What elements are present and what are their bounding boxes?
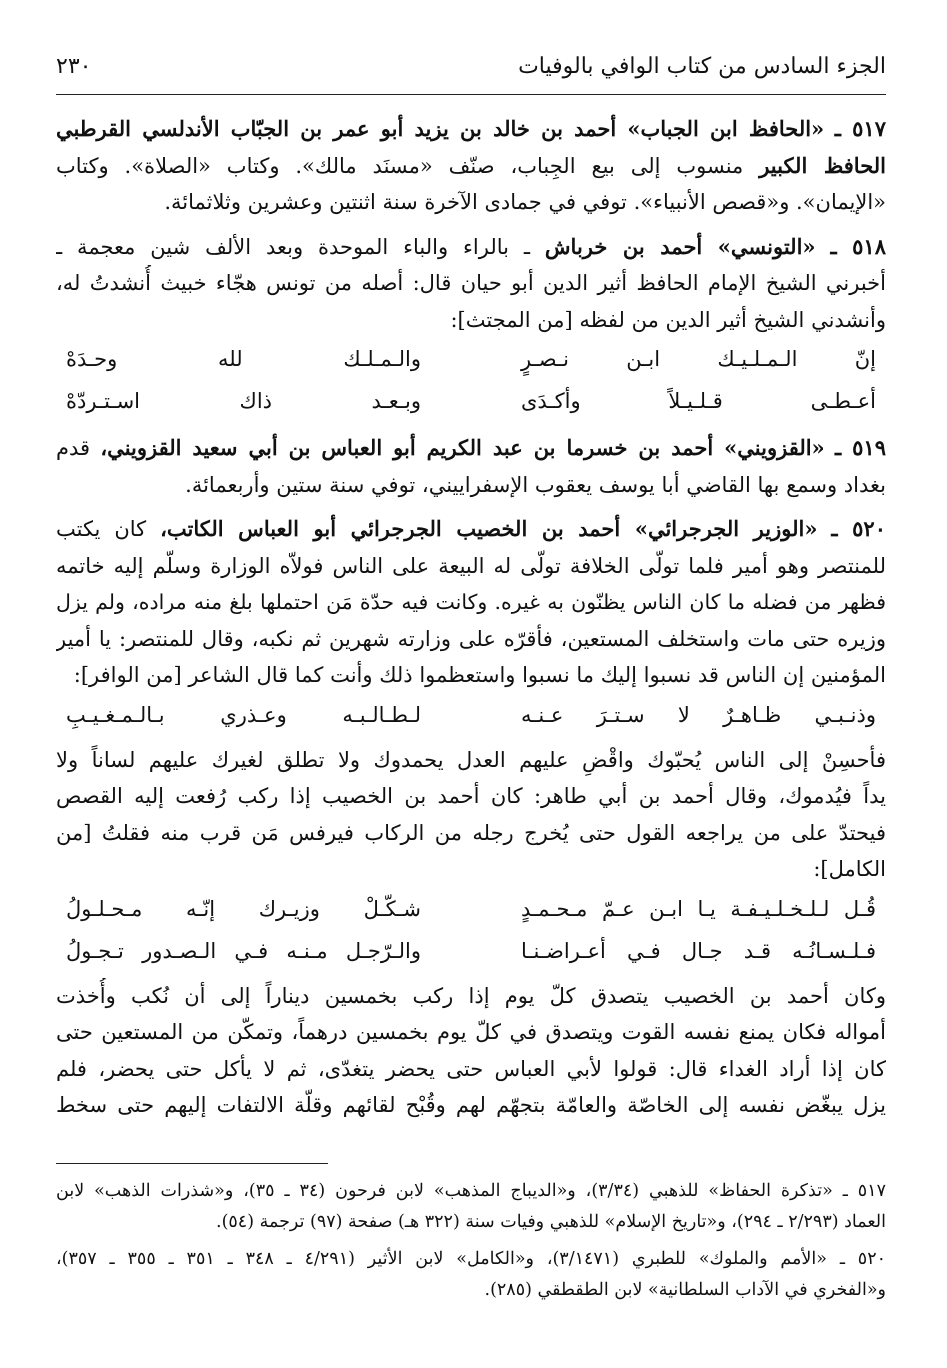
entry-text: الكامل]: (813, 857, 886, 881)
text-line (56, 815, 886, 852)
verse-first-hemistich: إنّ الـمـلـيـك ابـن نـصـرٍ (521, 347, 876, 371)
footnote-520 (56, 1244, 886, 1306)
entry-text: فظهر من فضله ما كان الناس يظنّون به غيره. وكانت فيه حدّة مَن احتملها بلغ منه مراده، ولم يزل (56, 590, 886, 614)
text-line (56, 229, 886, 266)
entry-heading: «التونسي» أحمد بن خرباش (544, 233, 816, 259)
entry-519 (56, 430, 886, 503)
entry-number: ٥١٧ ـ (834, 116, 886, 141)
text-line (56, 548, 886, 585)
text-line (56, 1051, 886, 1088)
entry-text: للمنتصر وهو أمير فلما تولّى الخلافة تولّى له البيعة على الناس فولاّه الوزارة وسلّم إليه خاتمه (56, 553, 886, 578)
text-line (56, 148, 886, 185)
entry-text: يداً فيُدموك، وقال أحمد بن أبي طاهر: كان أحمد بن الخصيب إذا ركب رُفعت إليه القصص (56, 784, 886, 808)
verse-line (56, 380, 886, 422)
text-line (56, 511, 886, 548)
verse-line (56, 930, 886, 972)
entry-number: ٥١٩ ـ (835, 435, 886, 460)
text-line (56, 657, 886, 694)
entry-text: أخبرني الشيخ الإمام الحافظ أثير الدين أبو حيان قال: أصله من تونس هجّاء خبيث أُنشدتُ له، (56, 271, 886, 295)
footnote-line: ٥١٧ ـ «تذكرة الحفاظ» للذهبي (٣/٣٤)، و«الديباج المذهب» لابن فرحون (٣٤ ـ ٣٥)، و«شذرات الذهب» لابن (56, 1181, 886, 1201)
verse-first-hemistich: قُـل لـلـخـلـيـفـة يـا ابـن عـمّ مـحـمـدٍ (521, 896, 876, 921)
text-line (56, 778, 886, 815)
text-line (56, 851, 886, 888)
text-line (56, 978, 886, 1015)
entry-518 (56, 229, 886, 423)
verse-line (56, 888, 886, 930)
entry-text: منسوب إلى بيع الجِباب، صنّف «مسنَد مالك». وكتاب «الصلاة». وكتاب (56, 153, 760, 178)
text-line (56, 302, 886, 339)
verse-second-hemistich: لـطـالـبـه وعـذري بـالـمـغـيـبِ (66, 702, 421, 727)
entry-517 (56, 111, 886, 221)
running-header (56, 50, 886, 95)
entry-text: كان يكتب (56, 517, 161, 541)
entry-text: أمواله فكان يمنع نفسه القوت ويتصدق في كلّ يوم بخمسين درهماً، وتمكّن من المستعين حتى (56, 1020, 886, 1044)
entry-heading: «الوزير الجرجرائي» أحمد بن الخصيب الجرجرائي أبو العباس الكاتب، (160, 516, 818, 541)
entry-text: وأنشدني الشيخ أثير الدين من لفظه [من المجتث]: (450, 307, 886, 332)
footnotes (56, 1176, 886, 1306)
footnote-line: و«الفخري في الآداب السلطانية» لابن الطقطقي (٢٨٥). (484, 1280, 886, 1300)
entry-text: وزيره حتى مات واستخلف المستعين، فأقرّه على وزارته شهرين ثم نكبه، وقال للمنتصر: يا أمير (56, 626, 886, 651)
verse-line (56, 694, 886, 736)
verse-line (56, 338, 886, 380)
footnote-line: العماد (٢/٢٩٣ ـ ٢٩٤)، و«تاريخ الإسلام» للذهبي وفيات سنة (٣٢٢ هـ) صفحة (٩٧) ترجمة (٥٤). (216, 1212, 886, 1232)
text-line (56, 621, 886, 658)
footnote-separator (56, 1163, 328, 1164)
entry-text: كان إذا أراد الغداء قال: قولوا لأبي العباس حتى يحضر يتغدّى، ثم لا يأكل حتى يحضر، فلم (56, 1056, 886, 1081)
entry-number: ٥٢٠ ـ (831, 516, 886, 541)
page (56, 50, 886, 1132)
entry-text: وكان أحمد بن الخصيب يتصدق كلّ يوم إذا ركب بخمسين ديناراً إلى أن نُكب وأُخذت (56, 983, 886, 1008)
text-line (56, 430, 886, 467)
text-line (56, 265, 886, 302)
running-title: الجزء السادس من كتاب الوافي بالوفيات (518, 54, 886, 79)
entry-text: «الإيمان». و«قصص الأنبياء». توفي في جمادى الآخرة سنة اثنتين وعشرين وثلاثمائة. (164, 190, 886, 214)
entry-520 (56, 511, 886, 1124)
verse-second-hemistich: والـرّجـل مـنـه فـي الـصـدور تـجـولُ (66, 938, 421, 963)
page-body (56, 111, 886, 1124)
text-line (56, 184, 886, 221)
entry-text: قدم (56, 436, 101, 460)
verse-second-hemistich: شـكّـلْ وزيـرك إنّـه مـحـلـولُ (66, 896, 421, 921)
entry-text: فيحتدّ على من يراجعه القول حتى يُخرج رجله من الركاب فيرفس مَن قرب منه فقلتُ [من (56, 820, 886, 845)
verse-second-hemistich: وبـعـد ذاك اسـتـردّهْ (66, 389, 421, 413)
entry-heading: «الحافظ ابن الجباب» أحمد بن خالد بن يزيد أبو عمر بن الجبّاب الأندلسي القرطبي (56, 116, 825, 141)
entry-text: بغداد وسمع بها القاضي أبا يوسف يعقوب الإسفراييني، توفي سنة ستين وأربعمائة. (185, 472, 886, 497)
entry-text: ـ بالراء والباء الموحدة وبعد الألف شين معجمة ـ (56, 234, 545, 259)
entry-heading-cont: الحافظ الكبير (759, 152, 886, 178)
entry-text: فأحسِنْ إلى الناس يُحبّوك واقْضِ عليهم العدل يحمدوك ولا تطلق لغيرك عليهم لساناً ولا (56, 747, 886, 772)
footnote-line: ٥٢٠ ـ «الأمم والملوك» للطبري (٣/١٤٧١)، و«الكامل» لابن الأثير (٤/٢٩١ ـ ٣٤٨ ـ ٣٥١ ـ ٣٥٥ ـ ٣٥٧)، (56, 1249, 886, 1269)
verse-first-hemistich: أعـطـى قـلـيـلاً وأكـدَى (521, 389, 876, 413)
text-line (56, 111, 886, 148)
entry-heading: «القزويني» أحمد بن خسرما بن عبد الكريم أبو العباس بن أبي سعيد القزويني، (100, 435, 825, 460)
entry-text: المؤمنين إن الناس قد نسبوا إليك ما نسبوا واستعظموا ذلك وأنت كما قال الشاعر [من الوافر]: (73, 663, 886, 687)
footnote-517 (56, 1176, 886, 1238)
text-line (56, 584, 886, 621)
text-line (56, 1014, 886, 1051)
text-line (56, 1087, 886, 1124)
entry-text: يزل يبغّض نفسه إلى الخاصّة والعامّة بتجهّم لهم وقُبْح لقائهم وقلّة الالتفات إليهم حتى سخط (56, 1093, 886, 1117)
text-line (56, 467, 886, 504)
verse-second-hemistich: والـمـلـك لله وحـدَهْ (66, 347, 421, 371)
page-number: ٢٣٠ (56, 54, 92, 79)
verse-first-hemistich: وذنـبـي ظـاهـرٌ لا سـتـرَ عـنـه (521, 702, 876, 727)
verse-first-hemistich: فـلـسـانُـه قـد جـال فـي أعـراضـنـا (521, 938, 876, 963)
text-line (56, 742, 886, 779)
entry-number: ٥١٨ ـ (830, 233, 886, 259)
